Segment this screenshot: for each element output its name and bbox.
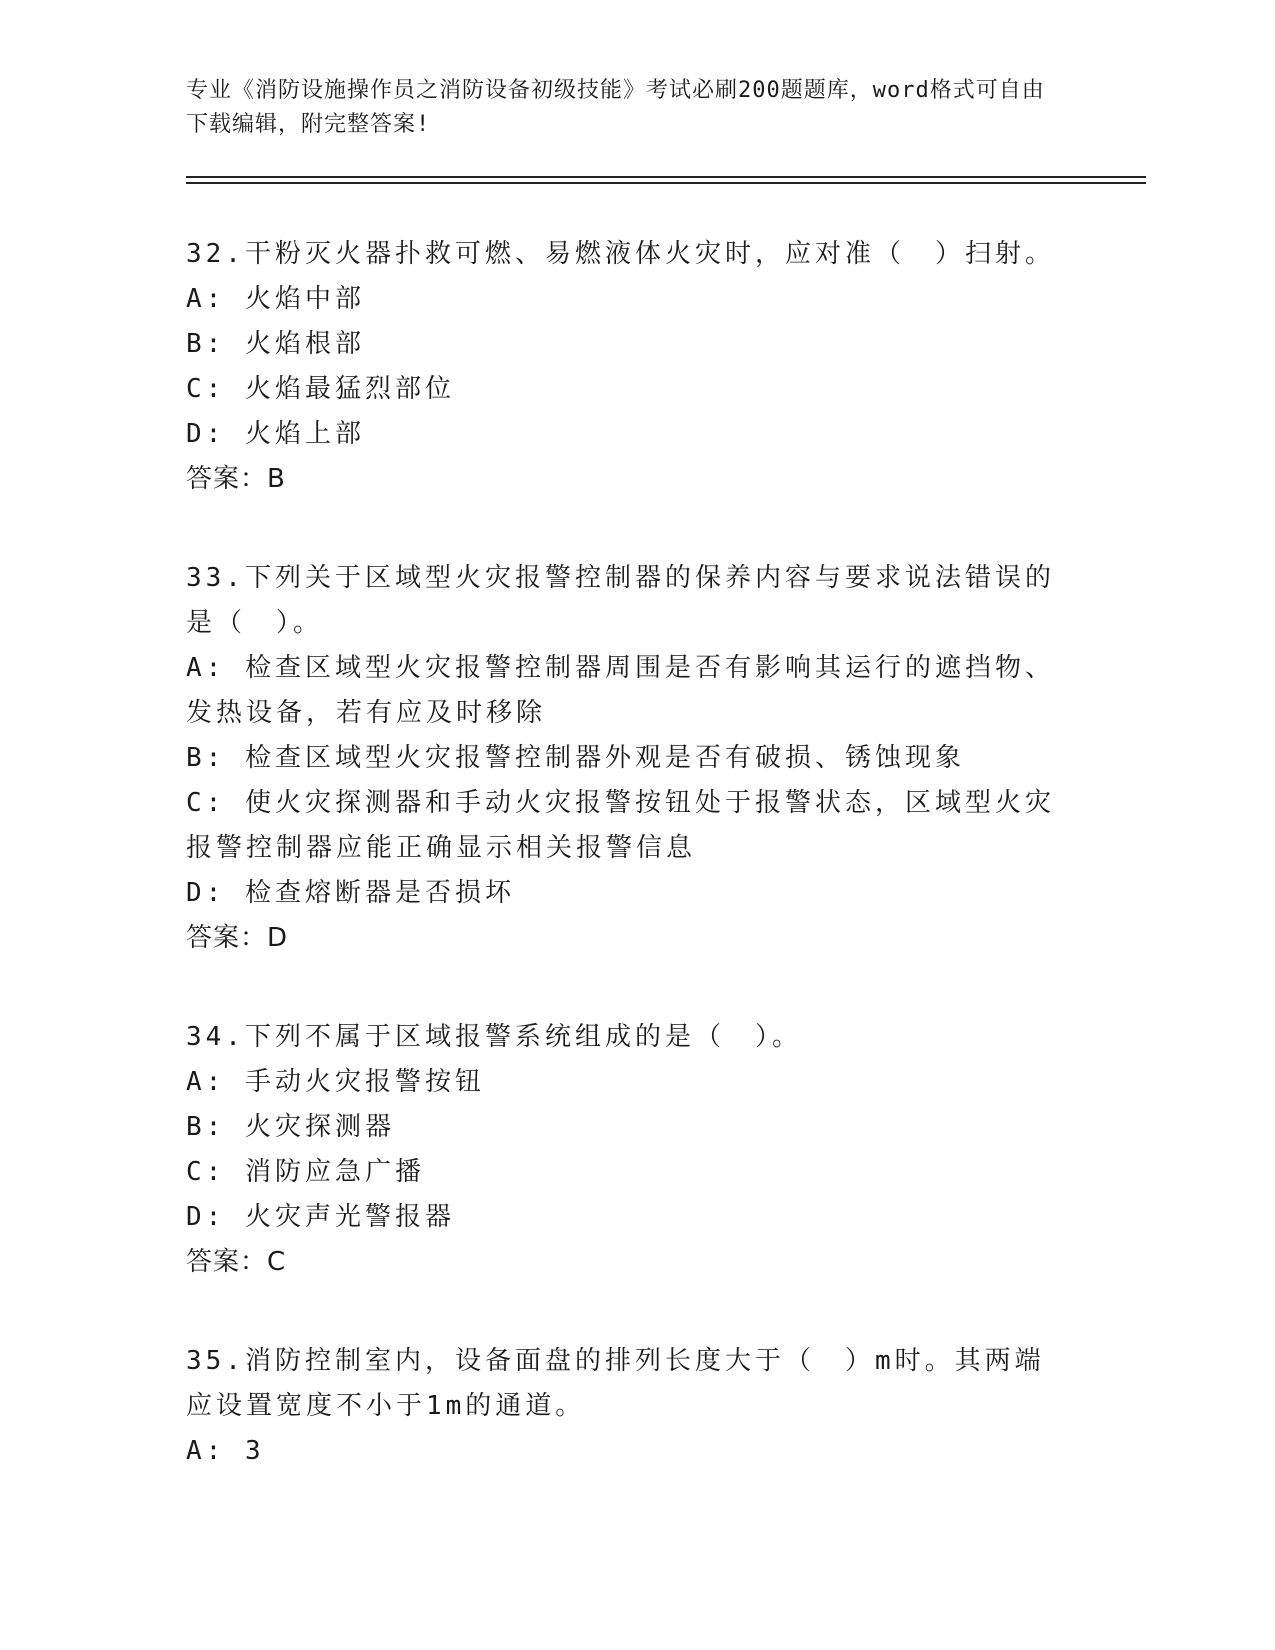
option-b: B: 火焰根部	[186, 329, 365, 359]
option-a: A: 手动火灾报警按钮	[186, 1067, 485, 1097]
option-d: D: 火焰上部	[186, 419, 365, 449]
option-d: D: 火灾声光警报器	[186, 1202, 455, 1232]
question-33	[186, 556, 1066, 961]
option-c: C: 消防应急广播	[186, 1157, 425, 1187]
option-d: D: 检查熔断器是否损坏	[186, 878, 515, 908]
question-34	[186, 1015, 1066, 1285]
answer: 答案：B	[186, 464, 286, 494]
question-stem: 33.下列关于区域型火灾报警控制器的保养内容与要求说法错误的是（ ）。	[186, 563, 1055, 638]
option-c: C: 使火灾探测器和手动火灾报警按钮处于报警状态，区域型火灾报警控制器应能正确显示相关报警信息	[186, 788, 1055, 863]
option-b: B: 检查区域型火灾报警控制器外观是否有破损、锈蚀现象	[186, 743, 965, 773]
question-35	[186, 1339, 1066, 1474]
option-a: A: 检查区域型火灾报警控制器周围是否有影响其运行的遮挡物、发热设备，若有应及时移除	[186, 653, 1055, 728]
question-list	[186, 232, 1066, 1528]
answer: 答案：D	[186, 923, 289, 953]
document-header: 专业《消防设施操作员之消防设备初级技能》考试必刷200题题库，word格式可自由下载编辑，附完整答案!	[186, 78, 1045, 137]
header-rule-bottom	[186, 182, 1146, 184]
question-32	[186, 232, 1066, 502]
answer: 答案：C	[186, 1247, 287, 1277]
option-b: B: 火灾探测器	[186, 1112, 395, 1142]
header-rule-top	[186, 176, 1146, 178]
option-a: A: 3	[186, 1436, 265, 1466]
option-a: A: 火焰中部	[186, 284, 365, 314]
question-stem: 34.下列不属于区域报警系统组成的是（ ）。	[186, 1022, 802, 1052]
question-stem: 35.消防控制室内，设备面盘的排列长度大于（ ）m时。其两端应设置宽度不小于1m的通道。	[186, 1346, 1045, 1421]
question-stem: 32.干粉灭火器扑救可燃、易燃液体火灾时，应对准（ ）扫射。	[186, 239, 1055, 269]
option-c: C: 火焰最猛烈部位	[186, 374, 455, 404]
